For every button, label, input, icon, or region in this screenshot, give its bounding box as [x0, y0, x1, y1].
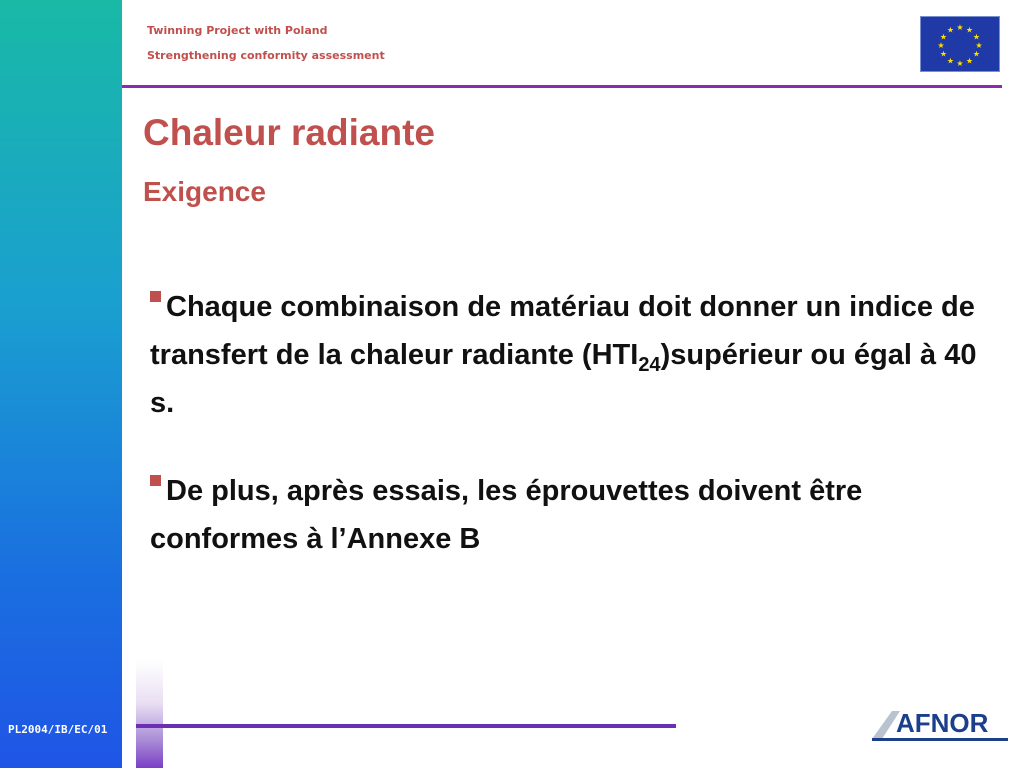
svg-text:★: ★ — [956, 59, 964, 68]
left-gradient-bar — [0, 0, 122, 768]
slide-content — [150, 283, 980, 563]
eu-flag-icon — [920, 16, 1000, 72]
svg-text:★: ★ — [939, 32, 948, 42]
svg-text:★: ★ — [937, 41, 945, 50]
svg-text:★: ★ — [946, 25, 955, 35]
bullet-item — [150, 467, 980, 563]
svg-text:★: ★ — [946, 56, 955, 66]
svg-text:★: ★ — [972, 49, 981, 59]
bullet-text: Chaque combinaison de matériau doit donner un indice de transfert de la chaleur radiante (HTI — [150, 291, 975, 371]
header-project-title: Twinning Project with Poland — [147, 24, 328, 37]
svg-text:★: ★ — [965, 56, 974, 66]
svg-text:★: ★ — [939, 49, 948, 59]
svg-text:★: ★ — [975, 41, 983, 50]
afnor-logo-text: AFNOR — [896, 708, 989, 738]
afnor-logo — [872, 705, 1008, 743]
bullet-subscript: 24 — [638, 353, 661, 376]
bullet-text: De plus, après essais, les éprouvettes doivent être conformes à l’Annexe B — [150, 475, 863, 555]
slide-subtitle: Exigence — [143, 176, 266, 207]
footer-code: PL2004/IB/EC/01 — [8, 723, 108, 736]
bullet-item — [150, 283, 980, 427]
slide-title: Chaleur radiante — [143, 112, 435, 153]
eu-stars — [921, 17, 999, 71]
header-divider — [122, 85, 1002, 88]
svg-text:★: ★ — [956, 23, 964, 32]
square-bullet-icon — [150, 291, 161, 302]
square-bullet-icon — [150, 475, 161, 486]
svg-text:★: ★ — [965, 25, 974, 35]
bullet-text-continued: )supérieur ou égal à 40 s. — [150, 339, 977, 419]
bottom-accent-stripe — [136, 660, 163, 768]
header-project-subtitle: Strengthening conformity assessment — [147, 49, 385, 62]
footer-divider — [136, 724, 676, 728]
svg-text:★: ★ — [972, 32, 981, 42]
afnor-logo-graphic — [872, 705, 1008, 743]
